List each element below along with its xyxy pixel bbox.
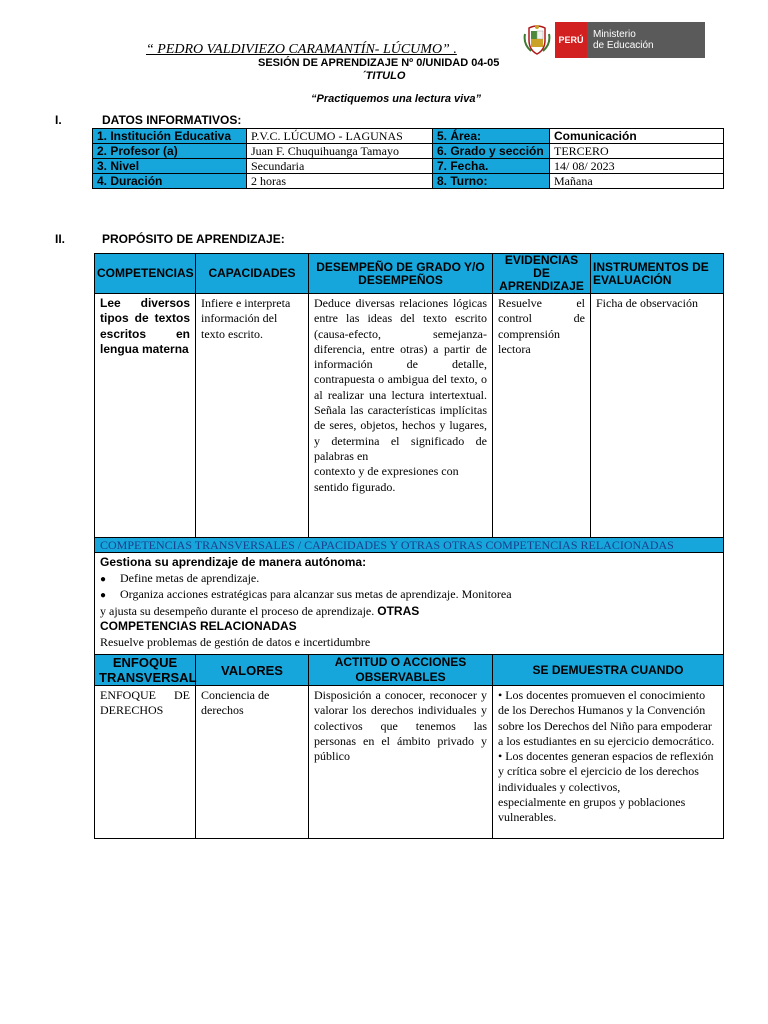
capacidad-cell: Infiere e interpreta información del texto escrito.: [196, 294, 309, 538]
purpose-row: [95, 294, 724, 538]
info-value: Mañana: [550, 174, 724, 189]
info-value: Juan F. Chuquihuanga Tamayo: [247, 144, 433, 159]
related-text: Resuelve problemas de gestión de datos e incertidumbre: [100, 634, 371, 649]
bullet-text: Organiza acciones estratégicas para alcanzar sus metas de aprendizaje. Monitorea: [120, 587, 512, 601]
lesson-subtitle: “Practiquemos una lectura viva”: [311, 93, 481, 105]
purpose-header-row: [95, 254, 724, 294]
bullet-icon: ●: [100, 590, 107, 601]
header-evidencias: EVIDENCIAS DE APRENDIZAJE: [493, 254, 591, 294]
desempeno-cell: [309, 294, 493, 538]
coat-of-arms-icon: [523, 24, 551, 56]
actitud-cell: Disposición a conocer, reconocer y valorar los derechos individuales y colectivos que tenemos las personas en el ámbito privado y público: [309, 686, 493, 839]
ministry-logo: [523, 22, 707, 58]
header-competencias: COMPETENCIAS: [95, 254, 196, 294]
bullet-item: [100, 587, 718, 604]
info-value: Secundaria: [247, 159, 433, 174]
info-label: 2. Profesor (a): [93, 144, 247, 159]
section-1-number: I.: [55, 113, 62, 127]
bullet-icon: ●: [100, 573, 107, 585]
competencia-cell: Lee diversos tipos de textos escritos en lengua materna: [95, 294, 196, 538]
related-title: COMPETENCIAS RELACIONADAS: [100, 619, 297, 633]
info-row: [93, 174, 724, 189]
demuestra-item: especialmente en grupos y poblaciones vulnerables.: [498, 795, 686, 825]
ministry-line-2: de Educación: [593, 40, 654, 51]
info-value: 14/ 08/ 2023: [550, 159, 724, 174]
info-label: 5. Área:: [433, 129, 550, 144]
header-demuestra: SE DEMUESTRA CUANDO: [493, 655, 724, 686]
transversal-band: [95, 538, 724, 553]
demuestra-item: • Los docentes generan espacios de reflexión y crítica sobre el ejercicio de los derechos individuales y colectivos,: [498, 749, 714, 794]
header-instrumentos: INSTRUMENTOS DE EVALUACIÓN: [591, 254, 724, 294]
section-2-number: II.: [55, 232, 66, 246]
ministry-brand: [587, 22, 705, 58]
info-value: TERCERO: [550, 144, 724, 159]
header-valores: VALORES: [196, 655, 309, 686]
valor-cell: Conciencia de derechos: [196, 686, 309, 839]
desempeno-text: Deduce diversas relaciones lógicas entre las ideas del texto escrito (causa-efecto, semejanza-diferencia, entre otras) a partir de información de detalle, contrapuesta o ambigua del texto, o al realizar una lectura intertextual. Señala las características implícitas de seres, objetos, hechos y lugares, y determina el significado de palabras en: [314, 296, 487, 463]
ministry-line-1: Ministerio: [593, 29, 636, 40]
bullet-text: Define metas de aprendizaje.: [120, 570, 260, 585]
evidencia-cell: Resuelve el control de comprensión lectora: [493, 294, 591, 538]
section-2-title: PROPÓSITO DE APRENDIZAJE:: [102, 232, 285, 246]
transversal-band-text: COMPETENCIAS TRANSVERSALES / CAPACIDADES Y OTRAS OTRAS COMPETENCIAS RELACIONADAS: [95, 538, 724, 553]
info-label: 7. Fecha.: [433, 159, 550, 174]
transversal-row: [95, 553, 724, 655]
bullet-item: [100, 571, 718, 588]
purpose-table: [94, 253, 724, 839]
transversal-continuation: y ajusta su desempeño durante el proceso de aprendizaje. OTRAS: [100, 603, 420, 618]
info-value: P.V.C. LÚCUMO - LAGUNAS: [247, 129, 433, 144]
section-1-title: DATOS INFORMATIVOS:: [102, 113, 242, 127]
info-row: [93, 144, 724, 159]
enfoque-row: [95, 686, 724, 839]
info-label: 6. Grado y sección: [433, 144, 550, 159]
info-table: [92, 128, 724, 189]
demuestra-cell: [493, 686, 724, 839]
info-label: 1. Institución Educativa: [93, 129, 247, 144]
header-enfoque: ENFOQUE TRANSVERSAL: [95, 655, 196, 686]
enfoque-cell: ENFOQUE DE DERECHOS: [95, 686, 196, 839]
enfoque-header-row: [95, 655, 724, 686]
info-row: [93, 159, 724, 174]
otras-label: OTRAS: [377, 603, 420, 618]
title-label: ´TITULO: [362, 70, 406, 82]
info-row: [93, 129, 724, 144]
transversal-cell: [95, 553, 724, 655]
info-value: 2 horas: [247, 174, 433, 189]
title-text: TITULO: [365, 70, 406, 82]
header-capacidades: CAPACIDADES: [196, 254, 309, 294]
session-title: SESIÓN DE APRENDIZAJE Nº 0/UNIDAD 04-05: [258, 57, 500, 69]
gestiona-title: Gestiona su aprendizaje de manera autónoma:: [100, 555, 367, 569]
info-label: 4. Duración: [93, 174, 247, 189]
header-desempeno: DESEMPEÑO DE GRADO Y/O DESEMPEÑOS: [309, 254, 493, 294]
info-label: 8. Turno:: [433, 174, 550, 189]
demuestra-item: • Los docentes promueven el conocimiento de los Derechos Humanos y la Convención sobre los Derechos del Niño para empoderar a los estudiantes en su ejercicio democrático.: [498, 688, 715, 748]
header-actitud: ACTITUD O ACCIONES OBSERVABLES: [309, 655, 493, 686]
peru-brand: PERÚ: [555, 22, 587, 58]
instrumento-cell: Ficha de observación: [591, 294, 724, 538]
info-label: 3. Nivel: [93, 159, 247, 174]
school-name: “ PEDRO VALDIVIEZO CARAMANTÍN- LÚCUMO” .: [146, 42, 457, 57]
desempeno-text-cont: contexto y de expresiones con sentido figurado.: [314, 464, 459, 494]
info-value: Comunicación: [550, 129, 724, 144]
